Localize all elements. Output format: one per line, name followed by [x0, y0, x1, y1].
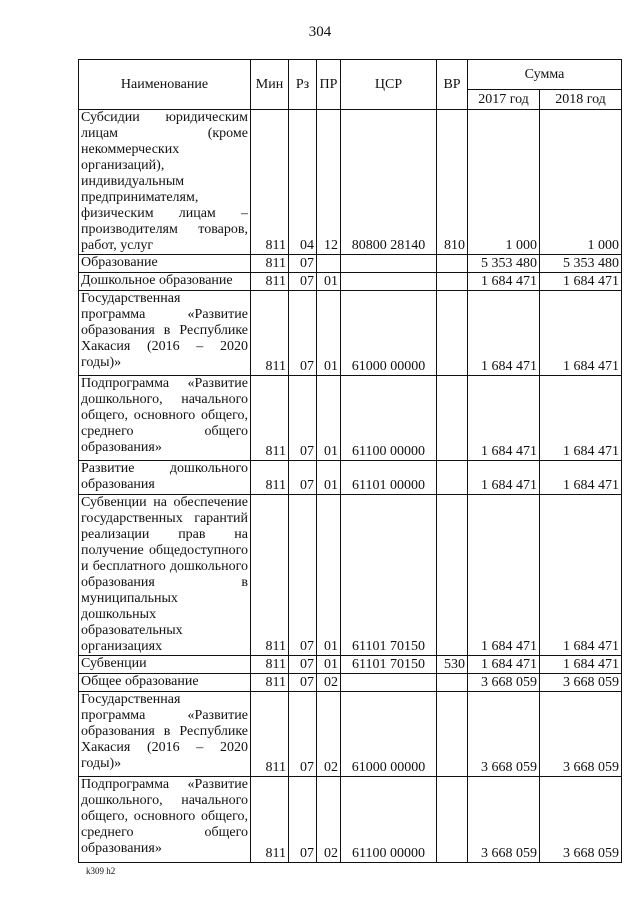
- row-pr: 02: [317, 692, 341, 777]
- row-rz: 07: [289, 376, 317, 461]
- row-sum-2018: 1 000: [540, 110, 622, 255]
- table-row: [79, 255, 622, 273]
- row-rz: 07: [289, 461, 317, 495]
- row-sum-2017: 3 668 059: [468, 674, 540, 692]
- footer-code: k309 h2: [86, 866, 116, 876]
- row-sum-2017: 5 353 480: [468, 255, 540, 273]
- row-pr: 01: [317, 656, 341, 674]
- row-csr: [341, 674, 437, 692]
- header-csr: ЦСР: [341, 60, 437, 110]
- row-pr: 02: [317, 674, 341, 692]
- row-sum-2017: 1 684 471: [468, 461, 540, 495]
- row-rz: 07: [289, 674, 317, 692]
- row-pr: 12: [317, 110, 341, 255]
- header-sum: Сумма: [468, 60, 622, 90]
- row-min: 811: [251, 674, 289, 692]
- row-min: 811: [251, 291, 289, 376]
- row-csr: 61101 00000: [341, 461, 437, 495]
- row-name: Дошкольное образование: [79, 273, 251, 291]
- row-min: 811: [251, 376, 289, 461]
- row-sum-2017: 1 684 471: [468, 495, 540, 656]
- row-sum-2018: 3 668 059: [540, 674, 622, 692]
- row-sum-2018: 3 668 059: [540, 692, 622, 777]
- row-min: 811: [251, 656, 289, 674]
- row-min: 811: [251, 273, 289, 291]
- row-rz: 07: [289, 255, 317, 273]
- row-min: 811: [251, 110, 289, 255]
- row-sum-2018: 1 684 471: [540, 656, 622, 674]
- row-min: 811: [251, 777, 289, 863]
- table-row: [79, 376, 622, 461]
- row-sum-2017: 1 000: [468, 110, 540, 255]
- row-vr: [437, 461, 468, 495]
- header-2018: 2018 год: [540, 90, 622, 110]
- row-name: Государственная программа «Развитие образования в Республике Хакасия (2016 – 2020 годы)»: [79, 692, 251, 777]
- row-name: Субвенции: [79, 656, 251, 674]
- row-name: Общее образование: [79, 674, 251, 692]
- row-vr: 530: [437, 656, 468, 674]
- row-rz: 07: [289, 495, 317, 656]
- table-row: [79, 110, 622, 255]
- row-vr: [437, 777, 468, 863]
- row-csr: [341, 273, 437, 291]
- table-row: [79, 291, 622, 376]
- table-row: [79, 656, 622, 674]
- row-csr: [341, 255, 437, 273]
- row-sum-2017: 1 684 471: [468, 291, 540, 376]
- header-rz: Рз: [289, 60, 317, 110]
- row-min: 811: [251, 692, 289, 777]
- row-sum-2018: 3 668 059: [540, 777, 622, 863]
- row-vr: [437, 273, 468, 291]
- table-row: [79, 674, 622, 692]
- table-row: [79, 495, 622, 656]
- row-sum-2018: 1 684 471: [540, 291, 622, 376]
- row-sum-2017: 1 684 471: [468, 273, 540, 291]
- row-vr: [437, 291, 468, 376]
- row-sum-2018: 1 684 471: [540, 495, 622, 656]
- row-min: 811: [251, 495, 289, 656]
- row-name: Подпрограмма «Развитие дошкольного, начального общего, основного общего, среднего общего образования»: [79, 376, 251, 461]
- row-pr: 01: [317, 461, 341, 495]
- row-vr: [437, 376, 468, 461]
- row-pr: 02: [317, 777, 341, 863]
- row-rz: 04: [289, 110, 317, 255]
- row-pr: 01: [317, 495, 341, 656]
- page-number: 304: [308, 24, 332, 40]
- row-csr: 61101 70150: [341, 656, 437, 674]
- row-vr: [437, 495, 468, 656]
- header-min: Мин: [251, 60, 289, 110]
- budget-table: [78, 59, 622, 863]
- row-rz: 07: [289, 273, 317, 291]
- header-vr: ВР: [437, 60, 468, 110]
- row-rz: 07: [289, 291, 317, 376]
- row-name: Развитие дошкольного образования: [79, 461, 251, 495]
- row-sum-2017: 1 684 471: [468, 656, 540, 674]
- row-name: Государственная программа «Развитие образования в Республике Хакасия (2016 – 2020 годы)»: [79, 291, 251, 376]
- table-row: [79, 461, 622, 495]
- table-row: [79, 273, 622, 291]
- row-sum-2018: 5 353 480: [540, 255, 622, 273]
- row-csr: 61100 00000: [341, 376, 437, 461]
- row-pr: 01: [317, 291, 341, 376]
- row-vr: [437, 692, 468, 777]
- row-min: 811: [251, 255, 289, 273]
- header-pr: ПР: [317, 60, 341, 110]
- row-sum-2018: 1 684 471: [540, 376, 622, 461]
- row-name: Образование: [79, 255, 251, 273]
- header-2017: 2017 год: [468, 90, 540, 110]
- row-vr: [437, 674, 468, 692]
- row-name: Субсидии юридическим лицам (кроме некоммерческих организаций), индивидуальным предпринимателям, физическим лицам – производителям товаров, работ, услуг: [79, 110, 251, 255]
- row-csr: 61000 00000: [341, 291, 437, 376]
- row-csr: 80800 28140: [341, 110, 437, 255]
- row-vr: [437, 255, 468, 273]
- row-csr: 61101 70150: [341, 495, 437, 656]
- row-name: Подпрограмма «Развитие дошкольного, начального общего, основного общего, среднего общего образования»: [79, 777, 251, 863]
- row-sum-2017: 1 684 471: [468, 376, 540, 461]
- row-name: Субвенции на обеспечение государственных гарантий реализации прав на получение общедоступного и бесплатного дошкольного образования в муниципальных дошкольных образовательных организациях: [79, 495, 251, 656]
- row-csr: 61100 00000: [341, 777, 437, 863]
- row-min: 811: [251, 461, 289, 495]
- row-sum-2017: 3 668 059: [468, 692, 540, 777]
- row-pr: 01: [317, 273, 341, 291]
- table-row: [79, 692, 622, 777]
- table-row: [79, 777, 622, 863]
- row-pr: 01: [317, 376, 341, 461]
- row-rz: 07: [289, 656, 317, 674]
- row-rz: 07: [289, 777, 317, 863]
- row-csr: 61000 00000: [341, 692, 437, 777]
- row-sum-2018: 1 684 471: [540, 273, 622, 291]
- header-name: Наименование: [79, 60, 251, 110]
- row-sum-2017: 3 668 059: [468, 777, 540, 863]
- row-vr: 810: [437, 110, 468, 255]
- row-pr: [317, 255, 341, 273]
- row-sum-2018: 1 684 471: [540, 461, 622, 495]
- row-rz: 07: [289, 692, 317, 777]
